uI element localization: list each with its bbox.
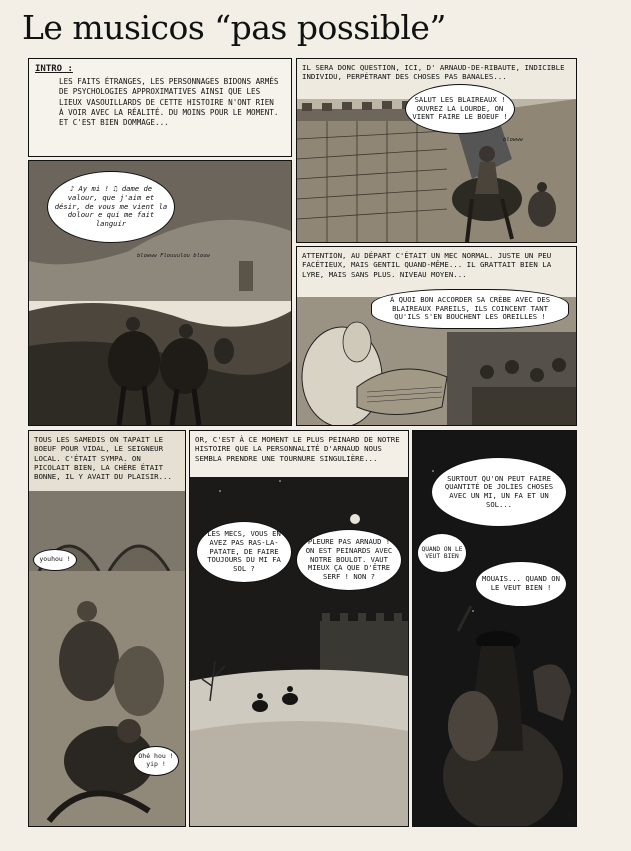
horseman-speech-1: SURTOUT QU'ON PEUT FAIRE QUANTITÉ DE JOLIES CHOSES AVEC UN MI, UN FA ET UN SOL... <box>431 457 567 527</box>
panel-intro <box>28 58 292 157</box>
page-number: 5 <box>566 812 573 823</box>
ride-singing-speech: ♪ Ay mi ! ♫ dame de valour, que j'aim et désir, de vous me vient la dolour e qui me fait languir <box>47 171 175 243</box>
horseman-speech-3: MOUAIS... QUAND ON LE VEUT BIEN ! <box>475 561 567 607</box>
intro-text: LES FAITS ÉTRANGES, LES PERSONNAGES BIDONS ARMÉS DE PSYCHOLOGIES APPROXIMATIVES AINSI QUE LES LIEUX VASOUILLARDS DE CETTE HISTOIRE N'ONT RIEN À VOIR AVEC LA RÉALITÉ. DU MOINS POUR LE MOMENT. ET C'EST BIEN DOMMAGE... <box>59 77 279 127</box>
castle-arrival-sfx: blowww <box>503 137 523 143</box>
panel-lyre-player <box>296 246 577 426</box>
page-title: Le musicos “pas possible” <box>22 8 446 47</box>
castle-arrival-caption: IL SERA DONC QUESTION, ICI, D' ARNAUD-DE-RIBAUTE, INDICIBLE INDIVIDU, PERPÉTRANT DES CHOSES PAS BANALES... <box>302 63 565 82</box>
lyre-player-caption: ATTENTION, AU DÉPART C'ÉTAIT UN MEC NORMAL. JUSTE UN PEU FACÉTIEUX, MAIS GENTIL QUAND-MÊME... IL GRATTAIT BIEN LA LYRE, MAIS SANS PLUS. NIVEAU MOYEN... <box>302 251 552 279</box>
panel-ride-singing <box>28 160 292 426</box>
feast-caption: TOUS LES SAMEDIS ON TAPAIT LE BOEUF POUR VIDAL, LE SEIGNEUR LOCAL. C'ÉTAIT SYMPA. ON PICOLAIT BIEN, LA CHÈRE ÉTAIT BONNE, IL Y AVAIT DU PLAISIR... <box>34 435 172 481</box>
night-ride-caption: OR, C'EST À CE MOMENT LE PLUS PEINARD DE NOTRE HISTOIRE QUE LA PERSONNALITÉ D'ARNAUD NOUS SEMBLA PRENDRE UNE TOURNURE SINGULIÈRE... <box>190 431 408 477</box>
horseman-speech-2: QUAND ON LE VEUT BIEN <box>417 533 467 573</box>
panel-night-ride <box>189 430 409 827</box>
night-ride-speech-2: PLEURE PAS ARNAUD ! ON EST PEINARDS AVEC NOTRE BOULOT. VAUT MIEUX ÇA QUE D'ÊTRE SERF ! NON ? <box>296 529 402 591</box>
intro-label: INTRO : <box>35 64 73 74</box>
panel-feast <box>28 430 186 827</box>
ride-singing-sfx: blowww Flouuulou blouw <box>137 253 210 259</box>
night-ride-illustration <box>190 431 408 826</box>
lyre-player-speech: À QUOI BON ACCORDER SA CRÈBE AVEC DES BLAIREAUX PAREILS, ILS COINCENT TANT QU'ILS S'EN BOUCHENT LES OREILLES ! <box>371 289 569 329</box>
panel-horseman <box>412 430 577 827</box>
castle-arrival-speech: SALUT LES BLAIREAUX ! OUVREZ LA LOURDE, ON VIENT FAIRE LE BOEUF ! <box>405 84 515 134</box>
panel-castle-arrival <box>296 58 577 243</box>
feast-speech-1: youhou ! <box>33 549 77 571</box>
night-ride-speech-1: LES MECS, VOUS EN AVEZ PAS RAS-LA-PATATE, DE FAIRE TOUJOURS DU MI FA SOL ? <box>196 521 292 583</box>
feast-speech-2: Ohé hou ! yip ! <box>133 746 179 776</box>
